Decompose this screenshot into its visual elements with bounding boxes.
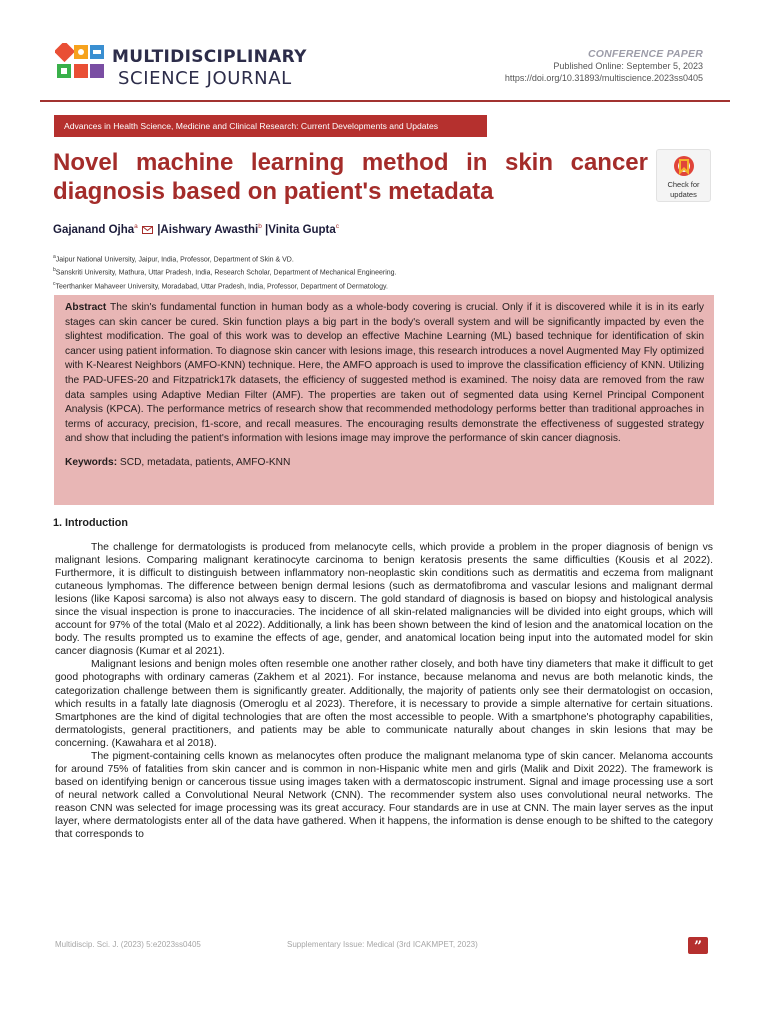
journal-logo-icon xyxy=(55,43,107,85)
abstract-text xyxy=(65,301,704,447)
author-separator: | xyxy=(157,223,161,236)
author-name: Aishwary Awasthi xyxy=(160,223,259,236)
affil-mark: a xyxy=(53,254,56,260)
header-divider xyxy=(40,100,730,102)
footer-citation: Multidiscip. Sci. J. (2023) 5:e2023ss0405 xyxy=(55,940,201,949)
keywords-list: SCD, metadata, patients, AMFO-KNN xyxy=(117,456,291,468)
affiliation-item xyxy=(53,265,396,278)
doi-link[interactable]: https://doi.org/10.31893/multiscience.2023ss0405 xyxy=(504,73,703,83)
body-text xyxy=(55,541,713,841)
journal-name xyxy=(112,46,307,90)
body-paragraph: The challenge for dermatologists is produced from melanocyte cells, which provide a problem in the proper diagnosis of benign vs malignant lesions. Comparing malignant keratinocyte carcinoma to benign keratosis presents the same difficulties (Kousis et al 2022). Furthermore, it is difficult to distinguish between inflammatory non-neoplastic skin conditions such as dermatitis and eczema from malignant cutaneous lymphomas. The difference between benign dermal lesions (such as dermatofibroma and vascular lesions and malignant dermal lesions (like Kaposi sarcoma) is also not always easy to discern. The gold standard of diagnosis is based on biopsy and histological analysis since the visual inspection is prone to inaccuracies. The incidence of all skin-related malignancies will be divided into eight groups, which will account for 97% of the total (Malo et al 2022). Additionally, a link has been shown between the kind of lesion and the anatomical location on the body. The results prompted us to examine the effects of age, gender, and anatomical location being input into the automated model for skin cancer diagnosis (Kumar et al 2021). xyxy=(55,542,713,658)
page-header xyxy=(0,0,768,100)
author-affil-mark: c xyxy=(335,223,340,230)
check-for-updates-badge[interactable] xyxy=(656,149,711,202)
footer-supplement: Supplementary Issue: Medical (3rd ICAKMPET, 2023) xyxy=(287,940,478,949)
journal-name-line2: SCIENCE JOURNAL xyxy=(118,68,292,89)
affil-text: Sanskriti University, Mathura, Uttar Pradesh, India, Research Scholar, Department of Mechanical Engineering. xyxy=(55,269,397,277)
affil-mark: b xyxy=(53,267,56,274)
affil-mark: c xyxy=(53,280,56,287)
issue-banner[interactable]: Advances in Health Science, Medicine and Clinical Research: Current Developments and Updates xyxy=(54,115,487,137)
author-name: Gajanand Ojha xyxy=(53,223,135,236)
keywords xyxy=(65,456,704,471)
keywords-label: Keywords: xyxy=(65,456,118,468)
body-paragraph: Malignant lesions and benign moles often resemble one another rather closely, and both have tiny diameters that make it difficult to get good photographs with ordinary cameras (Zakhem et al 2021). For instance, because melanoma and nevus are both melanotic kinds, the categorization challenge between them is significantly greater. Additionally, the majority of patients only see their dermatologist on occasion, which results in a fatally late diagnosis (Omeroglu et al 2023). Therefore, it is necessary to provide a simple alternative for certain situations. Smartphones are the kind of digital technologies that are often the most accessible to people. With a smartphone's photography capabilities, dermatologists, general practitioners, and patients may be able to communicate naturally about changes in skin lesions that may be concerning. (Kawahara et al 2018). xyxy=(55,659,713,749)
affiliation-item xyxy=(53,279,396,292)
abstract-body: The skin's fundamental function in human body as a whole-body covering is crucial. Only if it is discovered while it is in its early stages can skin cancer be cured. Skin function plays a big part in the body's overall system and will be significantly impacted by even the slightest modification. The goal of this work was to develop an effective Machine Learning (ML) based technique for identification of skin cancer using patient information. To diagnose skin cancer with lesions image, this research introduces a novel Augmented May Fly optimized with K-Nearest Neighbors (AMFO-KNN) technique. Here, the AMFO approach is used to improve the classification efficiency of KNN. Utilizing the PAD-UFES-20 and Fitzpatrick17k datasets, the efficiency of suggested method is examined. The noisy data are removed from the raw data samples using Adaptive Median Filter (AMF). The properties are taken out of segmented data using Kernel Principal Component Analysis (KPCA). The performance metrics of research show that recommended methodology performs better than traditional approaches in terms of accuracy, precision, f1-score, and recall measures. The encouraging results demonstrate the effectiveness of suggested strategy and show that including the patient's information with lesions image may improve the performance of skin cancer diagnosis. xyxy=(65,302,704,445)
author-affil-mark: b xyxy=(258,223,262,230)
section-heading: 1. Introduction xyxy=(53,517,128,529)
article-title: Novel machine learning method in skin cancer diagnosis based on patient's metadata xyxy=(53,149,648,205)
check-badge-line2: updates xyxy=(670,190,697,199)
publication-info xyxy=(505,48,703,84)
email-icon[interactable] xyxy=(142,226,153,234)
abstract-label: Abstract xyxy=(65,302,107,313)
abstract-box xyxy=(54,295,714,505)
check-updates-icon xyxy=(673,155,695,179)
published-date: Published Online: September 5, 2023 xyxy=(553,61,703,71)
article-type: CONFERENCE PAPER xyxy=(587,48,703,60)
cite-quote-icon[interactable]: ” xyxy=(688,937,708,954)
author-name: Vinita Gupta xyxy=(268,223,336,236)
body-paragraph: The pigment-containing cells known as melanocytes often produce the malignant melanoma type of skin cancer. Melanoma accounts for around 75% of fatalities from skin cancer and is common in non-Hispanic white men and girls (Malik and Dixit 2022). The framework is based on identifying benign or cancerous tissue using images taken with a dermatoscopic instrument. Signal and image processing use a sort of neural network called a Convolutional Neural Network (CNN). The recommender system also uses convolutional neural networks. The reason CNN was selected for image processing was its great accuracy. Four standards are in use at CNN. The main layer serves as the input layer, where dermatologists enter all of the data have gathered. When it happens, the information is dense enough to be shifted to the category that corresponds to xyxy=(55,750,713,841)
author-separator: | xyxy=(265,223,269,236)
affil-text: Teerthanker Mahaveer University, Moradabad, Uttar Pradesh, India, Professor, Department of Dermatology. xyxy=(55,282,388,290)
affiliation-item xyxy=(53,252,396,265)
author-list xyxy=(53,223,339,236)
affiliation-list xyxy=(53,252,396,292)
author-affil-mark: a xyxy=(134,223,138,230)
check-badge-line1: Check for xyxy=(667,180,700,189)
affil-text: Jaipur National University, Jaipur, India, Professor, Department of Skin & VD. xyxy=(55,256,294,264)
journal-name-line1: MULTIDISCIPLINARY xyxy=(112,47,307,67)
